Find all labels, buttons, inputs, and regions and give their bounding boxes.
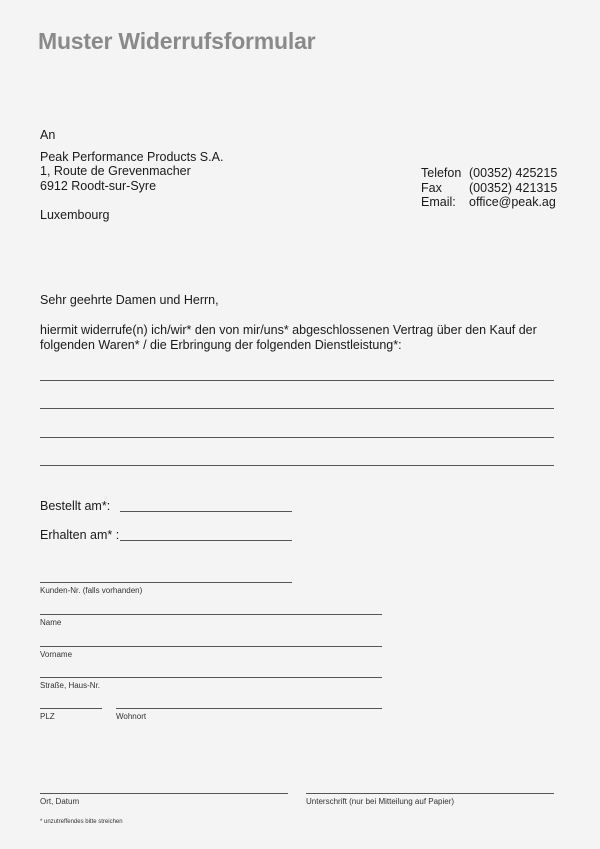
contact-value: (00352) 425215: [469, 166, 558, 180]
goods-entry-line[interactable]: [40, 380, 554, 381]
ordered-label: Bestellt am*:: [40, 499, 111, 513]
customer-no-label: Kunden-Nr. (falls vorhanden): [40, 586, 143, 595]
contact-value: (00352) 421315: [469, 180, 558, 195]
goods-entry-line[interactable]: [40, 408, 554, 409]
recipient-street: 1, Route de Grevenmacher: [40, 164, 191, 178]
received-label: Erhalten am* :: [40, 528, 120, 542]
city-label: Wohnort: [116, 712, 147, 721]
recipient-city: 6912 Roodt-sur-Syre: [40, 179, 157, 193]
footnote: * unzutreffendes bitte streichen: [40, 819, 123, 825]
ordered-date-field[interactable]: [120, 511, 292, 512]
place-date-field[interactable]: [40, 793, 288, 794]
goods-entry-line[interactable]: [40, 437, 554, 438]
contact-block: [421, 166, 557, 210]
first-name-label: Vorname: [40, 650, 73, 659]
zip-field[interactable]: [40, 708, 102, 709]
body-text-line2: folgenden Waren* / die Erbringung der folgenden Dienstleistung*:: [40, 338, 402, 352]
recipient-company: Peak Performance Products S.A.: [40, 150, 224, 164]
page-title: Muster Widerrufsformular: [38, 28, 316, 54]
contact-row-fax: [421, 181, 557, 196]
contact-label: Email:: [421, 195, 456, 209]
street-field[interactable]: [40, 677, 382, 678]
contact-value: office@peak.ag: [469, 195, 556, 209]
first-name-field[interactable]: [40, 646, 382, 647]
recipient-to-label: An: [40, 128, 56, 142]
city-field[interactable]: [116, 708, 382, 709]
place-date-label: Ort, Datum: [40, 797, 80, 806]
salutation: Sehr geehrte Damen und Herrn,: [40, 293, 219, 307]
street-label: Straße, Haus-Nr.: [40, 681, 101, 690]
body-text-line1: hiermit widerrufe(n) ich/wir* den von mir/uns* abgeschlossenen Vertrag über den Kauf der: [40, 323, 537, 337]
name-label: Name: [40, 618, 62, 627]
contact-label: Telefon: [421, 166, 462, 180]
contact-row-phone: [421, 166, 557, 181]
received-date-field[interactable]: [120, 540, 292, 541]
name-field[interactable]: [40, 614, 382, 615]
signature-field[interactable]: [306, 793, 554, 794]
recipient-country: Luxembourg: [40, 208, 110, 222]
signature-label: Unterschrift (nur bei Mitteilung auf Papier): [306, 797, 455, 806]
goods-entry-line[interactable]: [40, 465, 554, 466]
contact-label: Fax: [421, 180, 442, 195]
zip-label: PLZ: [40, 712, 55, 721]
contact-row-email: [421, 195, 557, 210]
customer-no-field[interactable]: [40, 582, 292, 583]
